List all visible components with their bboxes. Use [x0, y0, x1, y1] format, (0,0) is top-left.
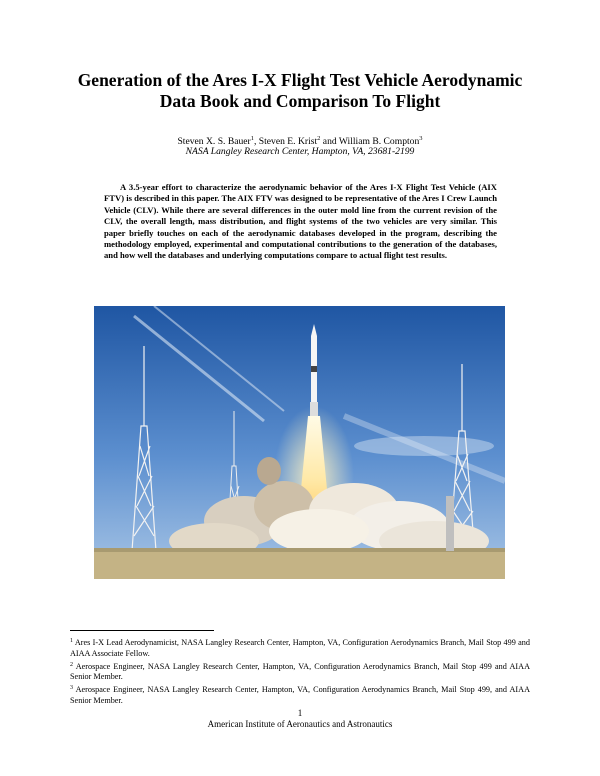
footnote [70, 636, 530, 660]
pad-structure [446, 496, 454, 551]
footnote [70, 660, 530, 684]
launch-photo-illustration [94, 306, 505, 579]
footnote-text: Aerospace Engineer, NASA Langley Research Center, Hampton, VA, Configuration Aerodynamics Branch, Mail Stop 499, and AIAA Senior Member. [70, 685, 530, 705]
publisher-footer: American Institute of Aeronautics and Astronautics [207, 719, 393, 729]
footnote-text: Aerospace Engineer, NASA Langley Research Center, Hampton, VA, Configuration Aerodynamics Branch, Mail Stop 499 and AIAA Senior Member. [70, 661, 530, 682]
author-mark: 1 [250, 135, 254, 142]
page-number: 1 [297, 708, 303, 718]
ground [94, 548, 505, 579]
abstract-text: A 3.5-year effort to characterize the aerodynamic behavior of the Ares I-X Flight Test Vehicle (AIX FTV) is described in this paper. The AIX FTV was designed to be representative of the Ares I Crew Launch Vehicle (CLV). While there are several differences in the outer mold line from the current revision of the CLV, the overall length, mass distribution, and flight systems of the two vehicles are very similar. This paper briefly touches on each of the aerodynamic databases developed in the program, describing the methodology employed, experimental and computational contributions to the generation of the databases, and how well the databases and underlying computations compare to actual flight test results. [104, 182, 497, 261]
cloud [354, 436, 494, 456]
author-separator: , [254, 136, 259, 147]
footnote-text: Ares I-X Lead Aerodynamicist, NASA Langley Research Center, Hampton, VA, Configuration Aerodynamics Branch, Mail Stop 499 and AIAA Associate Fellow. [70, 638, 530, 658]
author-name: Steven E. Krist [258, 136, 318, 147]
author-affiliation: NASA Langley Research Center, Hampton, VA, 23681-2199 [185, 146, 415, 157]
author-name: Steven X. S. Bauer [177, 136, 251, 147]
ground-stripe [94, 548, 505, 552]
footnote-mark: 2 [70, 661, 73, 668]
launch-photo [94, 306, 505, 579]
paper-title [40, 70, 560, 112]
footnote [70, 683, 530, 707]
author-mark: 3 [419, 135, 423, 142]
footnote-separator [70, 630, 214, 631]
author-separator: and [320, 136, 339, 147]
author-name: William B. Compton [338, 136, 420, 147]
author-mark: 2 [317, 135, 321, 142]
title-line-2: Data Book and Comparison To Flight [159, 91, 441, 111]
footnotes [70, 636, 530, 707]
title-line-1: Generation of the Ares I-X Flight Test Vehicle Aerodynamic [77, 70, 523, 90]
footnote-mark: 3 [70, 685, 73, 692]
rocket [310, 324, 318, 416]
footnote-mark: 1 [70, 638, 73, 644]
